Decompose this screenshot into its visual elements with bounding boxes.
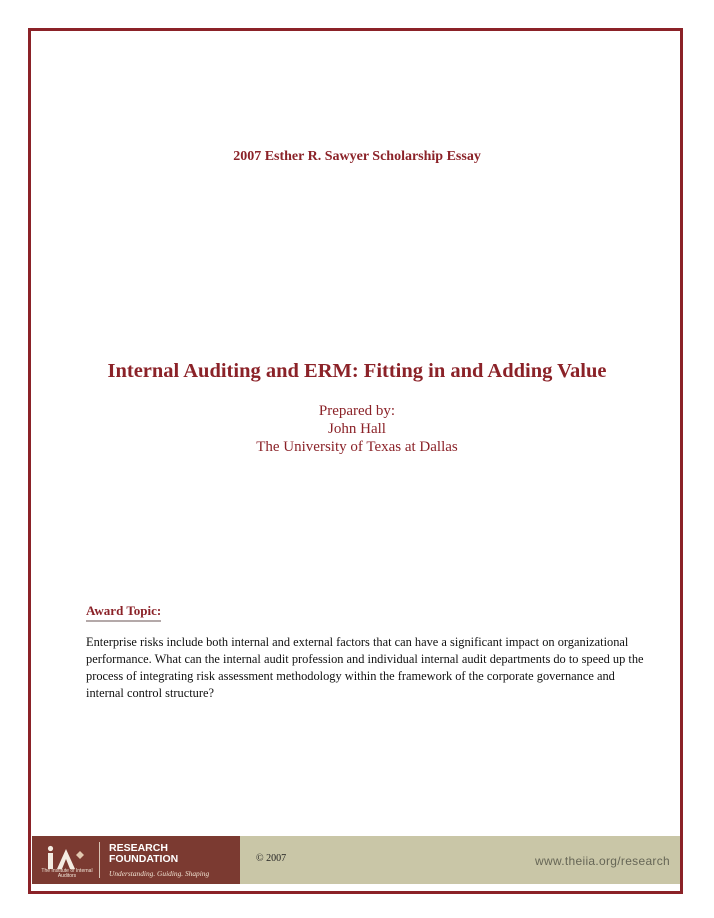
research-foundation-logo bbox=[32, 836, 240, 884]
essay-kicker: 2007 Esther R. Sawyer Scholarship Essay bbox=[233, 149, 481, 164]
logo-divider bbox=[99, 842, 100, 878]
author-name: John Hall bbox=[328, 421, 386, 437]
footer-band bbox=[32, 836, 680, 884]
foundation-name: RESEARCH FOUNDATION bbox=[109, 842, 179, 865]
document-title: Internal Auditing and ERM: Fitting in and Adding Value bbox=[107, 360, 607, 382]
prepared-by-block bbox=[0, 402, 714, 456]
website-link[interactable]: www.theiia.org/research bbox=[535, 854, 670, 868]
copyright-notice: © 2007 bbox=[256, 853, 287, 864]
iia-logo-text: The Institute of Internal Auditors bbox=[41, 868, 93, 879]
award-topic-heading: Award Topic: bbox=[86, 603, 161, 622]
author-affiliation: The University of Texas at Dallas bbox=[256, 439, 458, 455]
prepared-by-label: Prepared by: bbox=[318, 403, 396, 419]
foundation-tagline: Understanding. Guiding. Shaping bbox=[109, 869, 210, 878]
award-topic-text: Enterprise risks include both internal and external factors that can have a significant impact on organizational performance. What can the internal audit profession and individual internal audit departments do to speed up the process of integrating risk assessment methodology within the framework of the corporate governance and internal control structure? bbox=[86, 635, 644, 700]
